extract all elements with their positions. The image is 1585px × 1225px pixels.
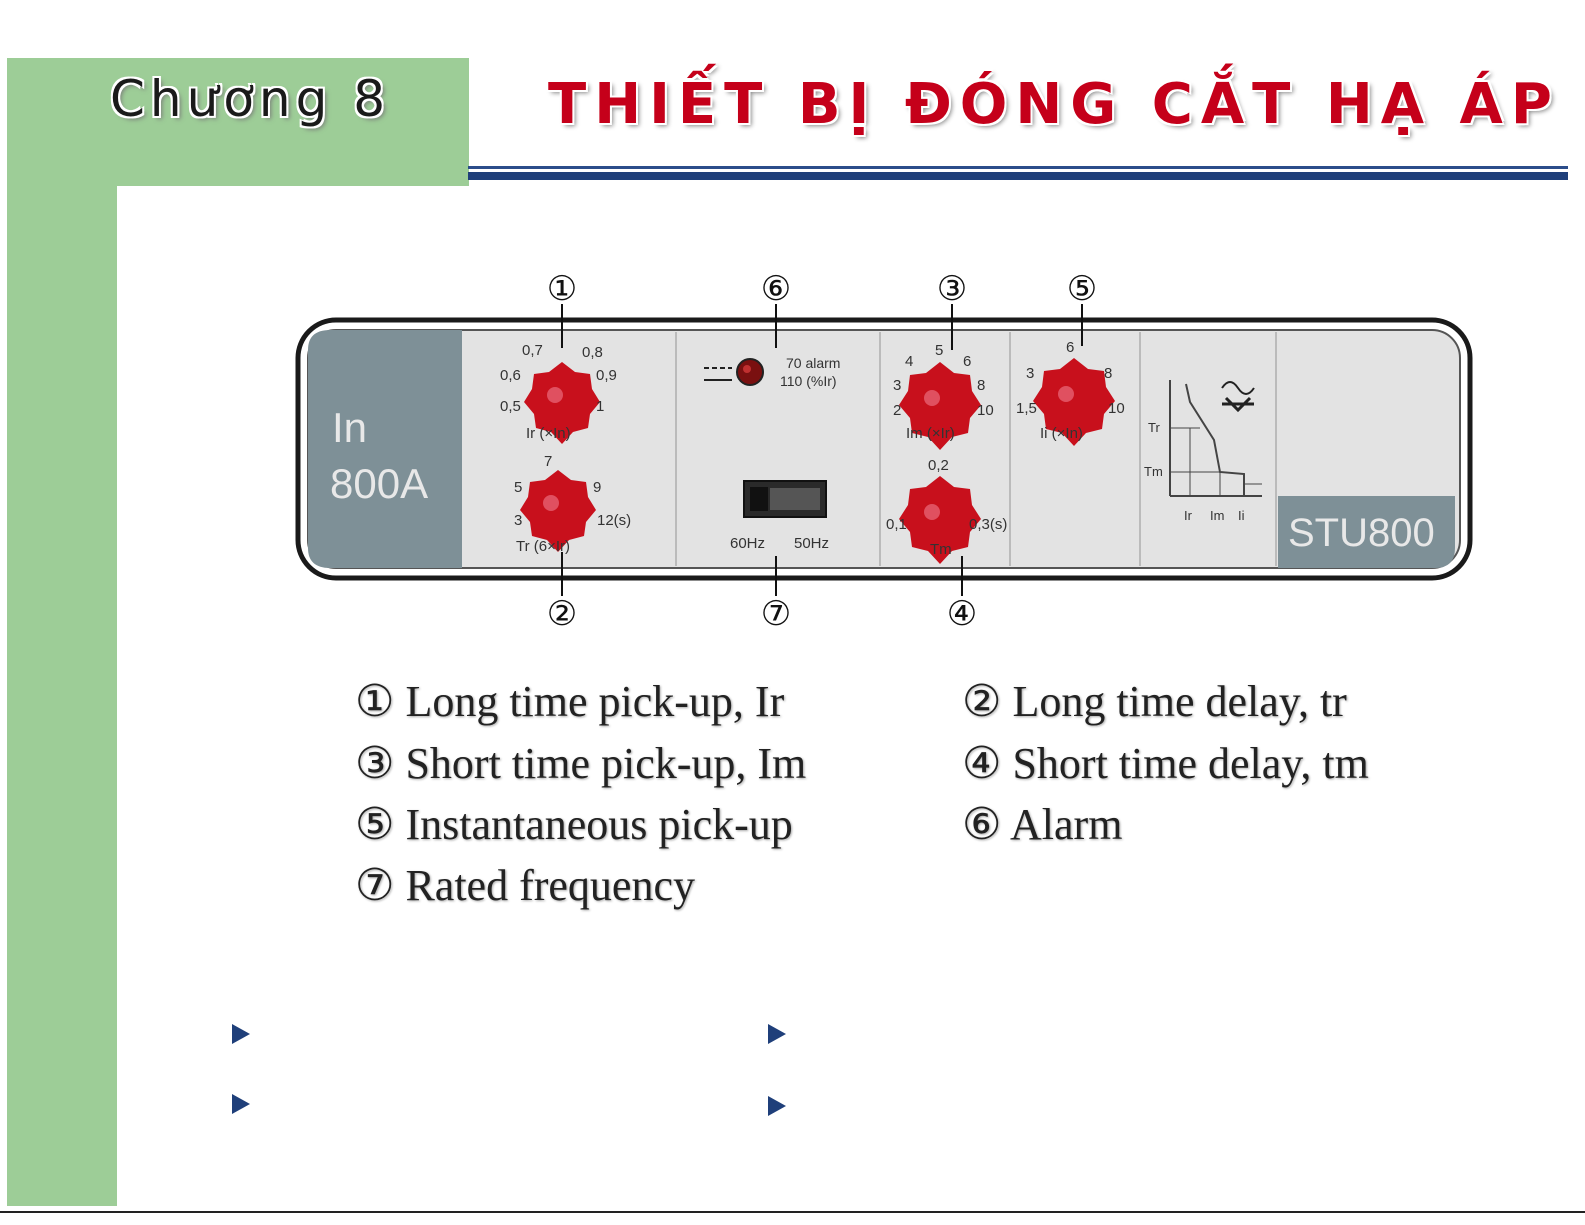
dial-highlight <box>1058 386 1074 402</box>
dial-label: 9 <box>593 479 602 496</box>
callout-5: ⑤ <box>1066 269 1098 309</box>
callout-3: ③ <box>936 269 968 309</box>
dial-label: 1 <box>596 398 605 415</box>
legend-item: ③ Short time pick-up, Im <box>355 739 807 788</box>
dial-label: 2 <box>893 402 902 419</box>
callout-2: ② <box>546 594 578 634</box>
dial-label: 8 <box>1104 365 1113 382</box>
callout-7: ⑦ <box>760 594 792 634</box>
dial-label: 1,5 <box>1016 400 1037 417</box>
dial-caption: Im (×Ir) <box>906 425 955 442</box>
curve-label: Ii <box>1238 508 1245 523</box>
dial-highlight <box>924 390 940 406</box>
legend-item: ⑥ Alarm <box>962 800 1123 849</box>
alarm-line-1: 70 alarm <box>786 355 841 371</box>
rating-prefix: In <box>332 404 368 451</box>
curve-label: Tr <box>1148 420 1160 435</box>
dial-caption: Tm <box>930 541 952 558</box>
alarm-led-glare <box>743 365 751 373</box>
dial-label: 3 <box>514 512 523 529</box>
callout-1: ① <box>546 269 578 309</box>
curve-label: Tm <box>1144 464 1163 479</box>
chapter-label: Chương 8 <box>110 70 391 128</box>
freq-60-label: 60Hz <box>730 535 766 552</box>
legend-item: ⑦ Rated frequency <box>355 861 695 910</box>
legend-item: ① Long time pick-up, Ir <box>355 677 785 726</box>
callout-6: ⑥ <box>760 269 792 309</box>
dial-label: 12(s) <box>597 512 632 529</box>
curve-label: Ir <box>1184 508 1192 523</box>
dial-label: 5 <box>935 342 944 359</box>
legend-item: ⑤ Instantaneous pick-up <box>355 800 793 849</box>
bullet-arrow-icon <box>232 1094 250 1114</box>
rating-value: 800A <box>330 460 429 507</box>
dial-highlight <box>543 495 559 511</box>
dial-label: 6 <box>1066 339 1075 356</box>
legend-item: ④ Short time delay, tm <box>962 739 1369 788</box>
dial-label: 10 <box>977 402 994 419</box>
dial-label: 7 <box>544 453 553 470</box>
dial-label: 5 <box>514 479 523 496</box>
dial-label: 0,5 <box>500 398 521 415</box>
bullet-arrow-icon <box>768 1096 786 1116</box>
dial-label: 10 <box>1108 400 1125 417</box>
switch-track <box>770 488 820 510</box>
callout-4: ④ <box>946 594 978 634</box>
dial-label: 0,7 <box>522 342 543 359</box>
legend-item: ② Long time delay, tr <box>962 677 1347 726</box>
dial-caption: Tr (6×Ir) <box>516 538 571 555</box>
dial-label: 8 <box>977 377 986 394</box>
dial-label: 0,8 <box>582 344 603 361</box>
dial-highlight <box>547 387 563 403</box>
dial-label: 4 <box>905 353 914 370</box>
bullet-arrow-icon <box>232 1024 250 1044</box>
curve-label: Im <box>1210 508 1225 523</box>
model-name: STU800 <box>1288 511 1435 555</box>
dial-label: 3 <box>1026 365 1035 382</box>
freq-50-label: 50Hz <box>794 535 830 552</box>
bottom-rule <box>0 1211 1585 1213</box>
dial-label: 6 <box>963 353 972 370</box>
dial-label: 0,2 <box>928 457 949 474</box>
dial-label: 0,9 <box>596 367 617 384</box>
dial-caption: Ir (×In) <box>526 425 571 442</box>
bullet-arrow-icon <box>768 1024 786 1044</box>
page-title: THIẾT BỊ ĐÓNG CẮT HẠ ÁP <box>548 72 1560 137</box>
switch-slider[interactable] <box>750 487 768 511</box>
dial-label: 0,6 <box>500 367 521 384</box>
dial-highlight <box>924 504 940 520</box>
dial-caption: Ii (×In) <box>1040 425 1083 442</box>
dial-label: 0,3(s) <box>969 516 1008 533</box>
alarm-led <box>737 359 763 385</box>
dial-label: 0,1 <box>886 516 907 533</box>
alarm-line-2: 110 (%Ir) <box>780 373 837 389</box>
dial-label: 3 <box>893 377 902 394</box>
